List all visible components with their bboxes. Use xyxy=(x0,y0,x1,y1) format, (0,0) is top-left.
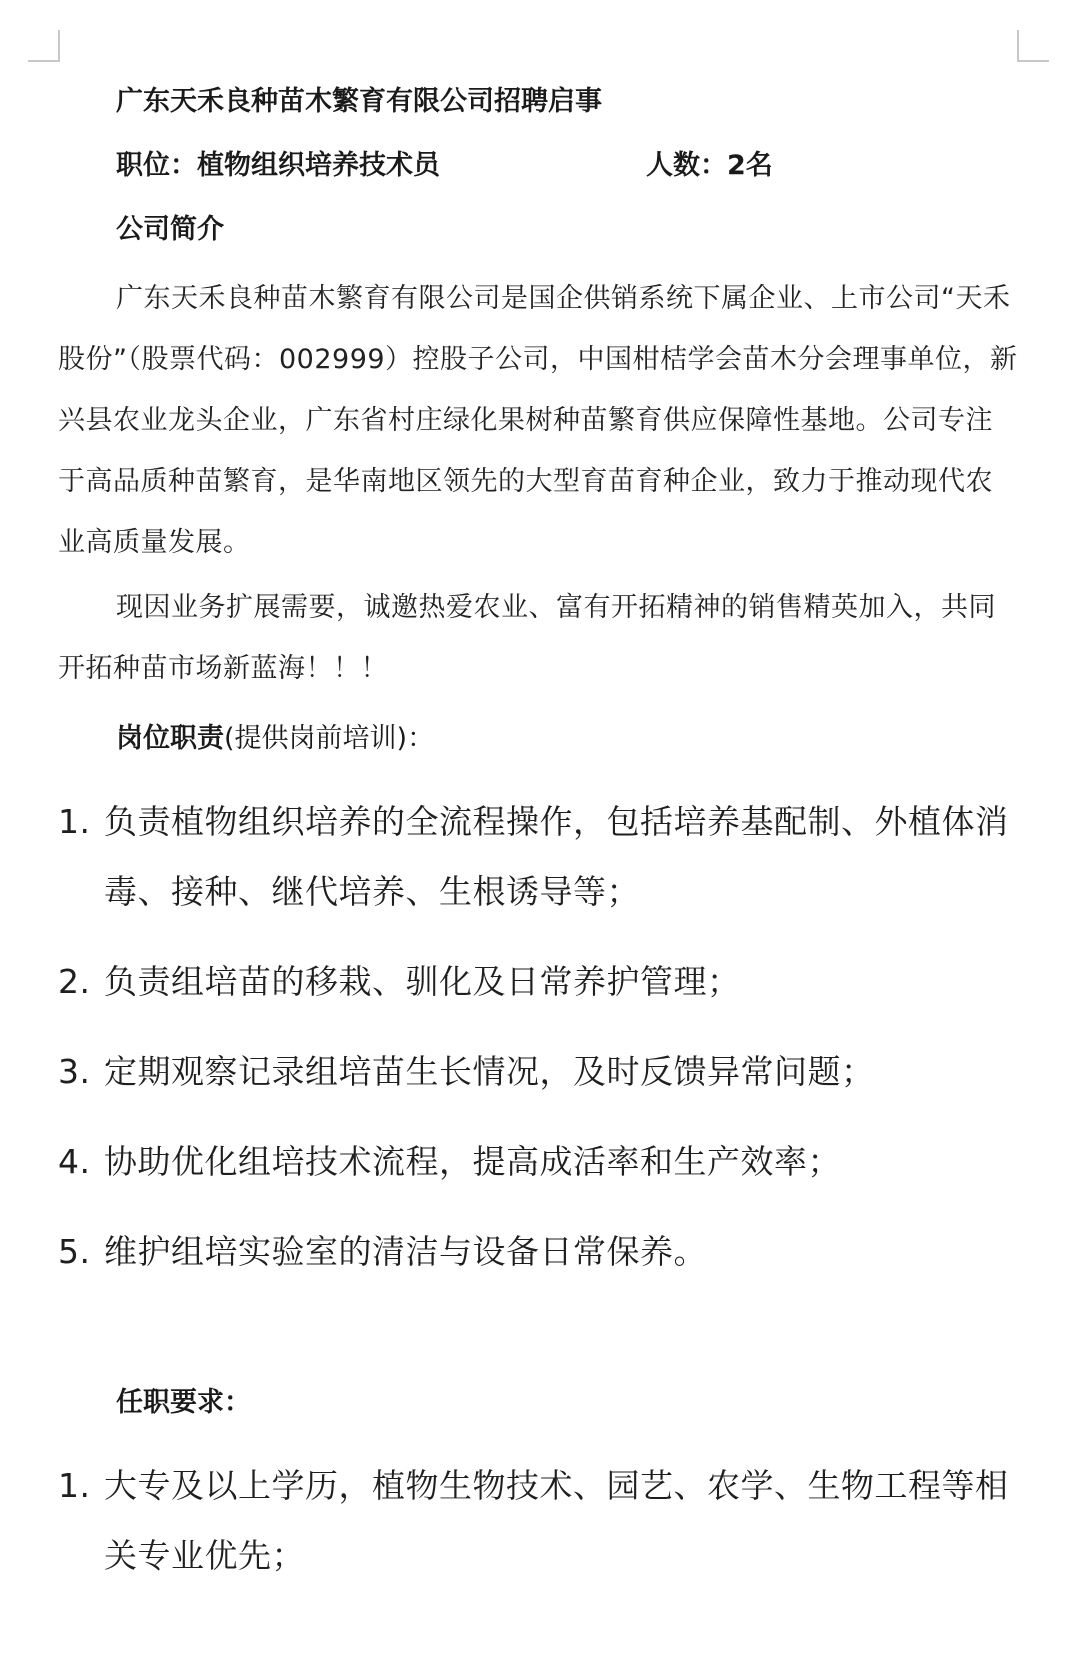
duties-title-note: (提供岗前培训)： xyxy=(224,723,435,754)
requirement-item xyxy=(58,1451,1018,1591)
duty-item xyxy=(58,1127,1018,1197)
duty-text: 负责组培苗的移栽、驯化及日常养护管理； xyxy=(104,962,741,1001)
duty-number: 4. xyxy=(58,1142,91,1181)
requirements-list xyxy=(58,1451,1018,1591)
duty-text: 协助优化组培技术流程，提高成活率和生产效率； xyxy=(104,1142,841,1181)
intro-title: 公司简介 xyxy=(116,214,224,245)
duties-title xyxy=(116,721,1018,757)
duty-text: 定期观察记录组培苗生长情况，及时反馈异常问题； xyxy=(104,1052,875,1091)
duty-number: 5. xyxy=(58,1232,91,1271)
document-body xyxy=(58,84,1018,1611)
requirement-number: 1. xyxy=(58,1466,91,1505)
duty-text: 负责植物组织培养的全流程操作，包括培养基配制、外植体消毒、接种、继代培养、生根诱导等； xyxy=(104,802,1009,911)
position-row xyxy=(116,148,1018,184)
position-label: 职位：植物组织培养技术员 xyxy=(116,150,440,181)
duty-item xyxy=(58,1217,1018,1287)
duty-item xyxy=(58,1037,1018,1107)
duty-number: 2. xyxy=(58,962,91,1001)
requirements-title: 任职要求： xyxy=(116,1387,251,1418)
duties-list xyxy=(58,787,1018,1287)
duty-number: 3. xyxy=(58,1052,91,1091)
intro-paragraph: 现因业务扩展需要，诚邀热爱农业、富有开拓精神的销售精英加入，共同开拓种苗市场新蓝海！！！ xyxy=(58,592,996,684)
spacer xyxy=(58,1307,1018,1385)
duty-number: 1. xyxy=(58,802,91,841)
intro-paragraph: 广东天禾良种苗木繁育有限公司是国企供销系统下属企业、上市公司“天禾股份”（股票代码：002999）控股子公司，中国柑桔学会苗木分会理事单位，新兴县农业龙头企业，广东省村庄绿化果树种苗繁育供应保障性基地。公司专注于高品质种苗繁育，是华南地区领先的大型育苗育种企业，致力于推动现代农业高质量发展。 xyxy=(58,283,1018,558)
headcount-label: 人数：2名 xyxy=(646,150,773,181)
crop-mark-top-right xyxy=(1017,30,1049,62)
duty-text: 维护组培实验室的清洁与设备日常保养。 xyxy=(104,1232,707,1271)
duty-item xyxy=(58,787,1018,927)
duties-title-main: 岗位职责 xyxy=(116,723,224,754)
document-title: 广东天禾良种苗木繁育有限公司招聘启事 xyxy=(116,86,602,117)
duty-item xyxy=(58,947,1018,1017)
requirement-text: 大专及以上学历，植物生物技术、园艺、农学、生物工程等相关专业优先； xyxy=(104,1466,1009,1575)
crop-mark-top-left xyxy=(28,30,60,62)
